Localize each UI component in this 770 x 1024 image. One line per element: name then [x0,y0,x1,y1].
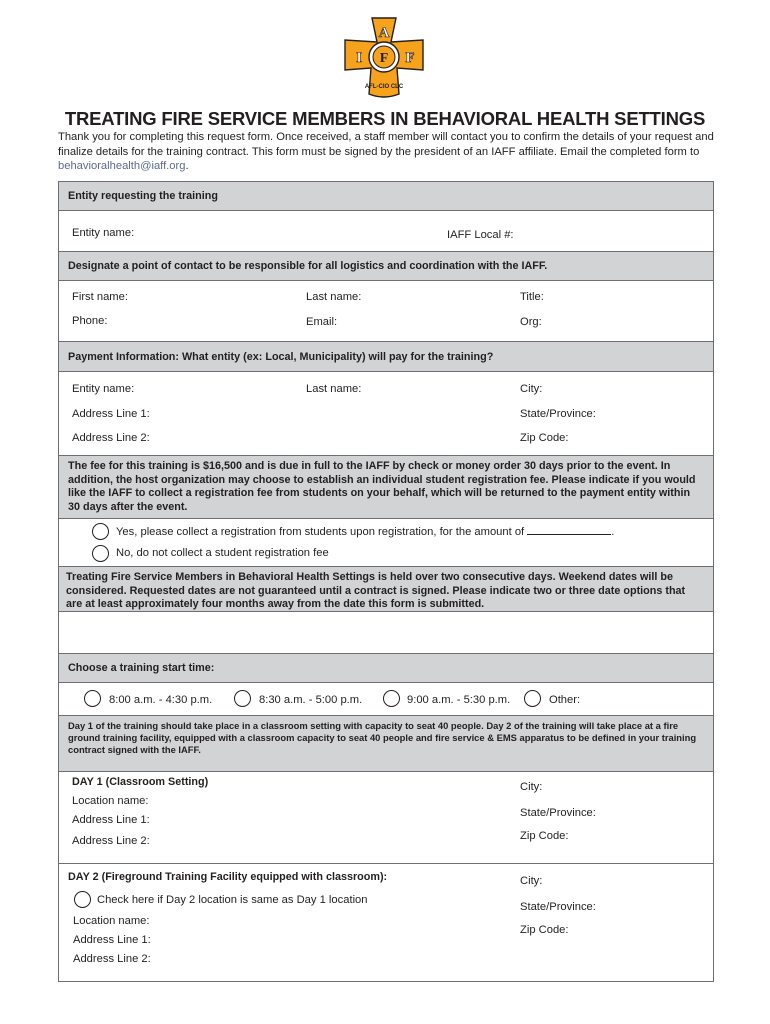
contact-first-name-field[interactable]: First name: [72,291,128,303]
day-divider [59,863,713,864]
payment-entity-name-field[interactable]: Entity name: [72,383,135,395]
start-time-0800-radio[interactable] [84,690,101,707]
registration-fee-amount-field[interactable] [527,525,611,535]
entity-name-field[interactable]: Entity name: [72,227,135,239]
contact-email-link[interactable]: behavioralhealth@iaff.org [58,160,186,172]
payment-last-name-field[interactable]: Last name: [306,383,362,395]
day2-zip-field[interactable]: Zip Code: [520,924,569,936]
intro-end: . [185,160,189,172]
contact-org-field[interactable]: Org: [520,316,542,328]
day2-state-field[interactable]: State/Province: [520,901,596,913]
payment-city-field[interactable]: City: [520,383,543,395]
date-options-field[interactable] [59,612,713,653]
payment-address2-field[interactable]: Address Line 2: [72,432,150,444]
request-form [58,181,714,982]
start-time-other-radio[interactable] [524,690,541,707]
start-time-0830-radio[interactable] [234,690,251,707]
schedule-notice: Day 1 of the training should take place in a classroom setting with capacity to seat 40 people. Day 2 of the training will take place at a fire ground training facility, equipped with a classroom capacity to seat 40 people and fire service & EMS apparatus to be defined in your training contract signed with the IAFF. [59,715,713,772]
iaff-local-field[interactable]: IAFF Local #: [447,229,514,241]
logo-letter-i: I [356,50,362,66]
registration-fee-no-radio[interactable] [92,545,109,562]
logo-letter-a: A [378,25,390,41]
day1-address1-field[interactable]: Address Line 1: [72,814,150,826]
start-time-0800-label: 8:00 a.m. - 4:30 p.m. [109,694,213,706]
entity-section-header: Entity requesting the training [59,181,713,211]
logo-afl-cio: AFL-CIO CLC [364,84,404,90]
start-time-other-label: Other: [549,694,581,706]
registration-fee-yes-radio[interactable] [92,523,109,540]
logo-letter-f: F [405,50,415,66]
logo-letter-f-center: F [379,51,389,66]
dates-notice: Treating Fire Service Members in Behavioral Health Settings is held over two consecutive days. Weekend dates will be considered. Requested dates are not guaranteed until a contract is signed. Please indicate two or three date options that are at least approximately four months away from the date this form is submitted. [59,566,713,612]
start-time-0900-radio[interactable] [383,690,400,707]
day1-state-field[interactable]: State/Province: [520,807,596,819]
payment-address1-field[interactable]: Address Line 1: [72,408,150,420]
start-time-header: Choose a training start time: [59,653,713,683]
day1-address2-field[interactable]: Address Line 2: [72,835,150,847]
start-time-0900-label: 9:00 a.m. - 5:30 p.m. [407,694,511,706]
payment-zip-field[interactable]: Zip Code: [520,432,569,444]
start-time-0830-label: 8:30 a.m. - 5:00 p.m. [259,694,363,706]
day2-header: DAY 2 (Fireground Training Facility equipped with classroom): [68,871,388,883]
day1-city-field[interactable]: City: [520,781,543,793]
day2-address2-field[interactable]: Address Line 2: [73,953,151,965]
contact-title-field[interactable]: Title: [520,291,544,303]
payment-state-field[interactable]: State/Province: [520,408,596,420]
day1-location-field[interactable]: Location name: [72,795,149,807]
registration-fee-no-label: No, do not collect a student registration fee [116,547,329,559]
registration-fee-yes-text: Yes, please collect a registration from students upon registration, for the amount of [116,526,525,538]
contact-email-field[interactable]: Email: [306,316,338,328]
day1-zip-field[interactable]: Zip Code: [520,830,569,842]
day2-address1-field[interactable]: Address Line 1: [73,934,151,946]
contact-phone-field[interactable]: Phone: [72,315,108,327]
contact-section-header: Designate a point of contact to be responsible for all logistics and coordination with the IAFF. [59,251,713,281]
day2-location-field[interactable]: Location name: [73,915,150,927]
iaff-logo [341,14,427,100]
intro-text [58,130,718,174]
payment-section-header: Payment Information: What entity (ex: Local, Municipality) will pay for the training? [59,341,713,372]
day2-same-location-label: Check here if Day 2 location is same as Day 1 location [97,894,368,906]
page-title: TREATING FIRE SERVICE MEMBERS IN BEHAVIORAL HEALTH SETTINGS [64,108,706,129]
fee-notice: The fee for this training is $16,500 and is due in full to the IAFF by check or money order 30 days prior to the event. In addition, the host organization may choose to establish an individual student registration fee. Please indicate if you would like the IAFF to collect a registration fee from students on your behalf, which will be returned to the payment entity within 30 days after the event. [59,455,713,519]
day2-same-location-checkbox[interactable] [74,891,91,908]
registration-fee-yes-end: . [611,526,615,538]
intro-body: Thank you for completing this request form. Once received, a staff member will contact you to confirm the details of your request and finalize details for the training contract. This form must be signed by the president of an IAFF affiliate. Email the completed form to [58,131,714,158]
contact-last-name-field[interactable]: Last name: [306,291,362,303]
day1-header: DAY 1 (Classroom Setting) [72,776,209,788]
day2-city-field[interactable]: City: [520,875,543,887]
registration-fee-yes-label [116,525,614,538]
